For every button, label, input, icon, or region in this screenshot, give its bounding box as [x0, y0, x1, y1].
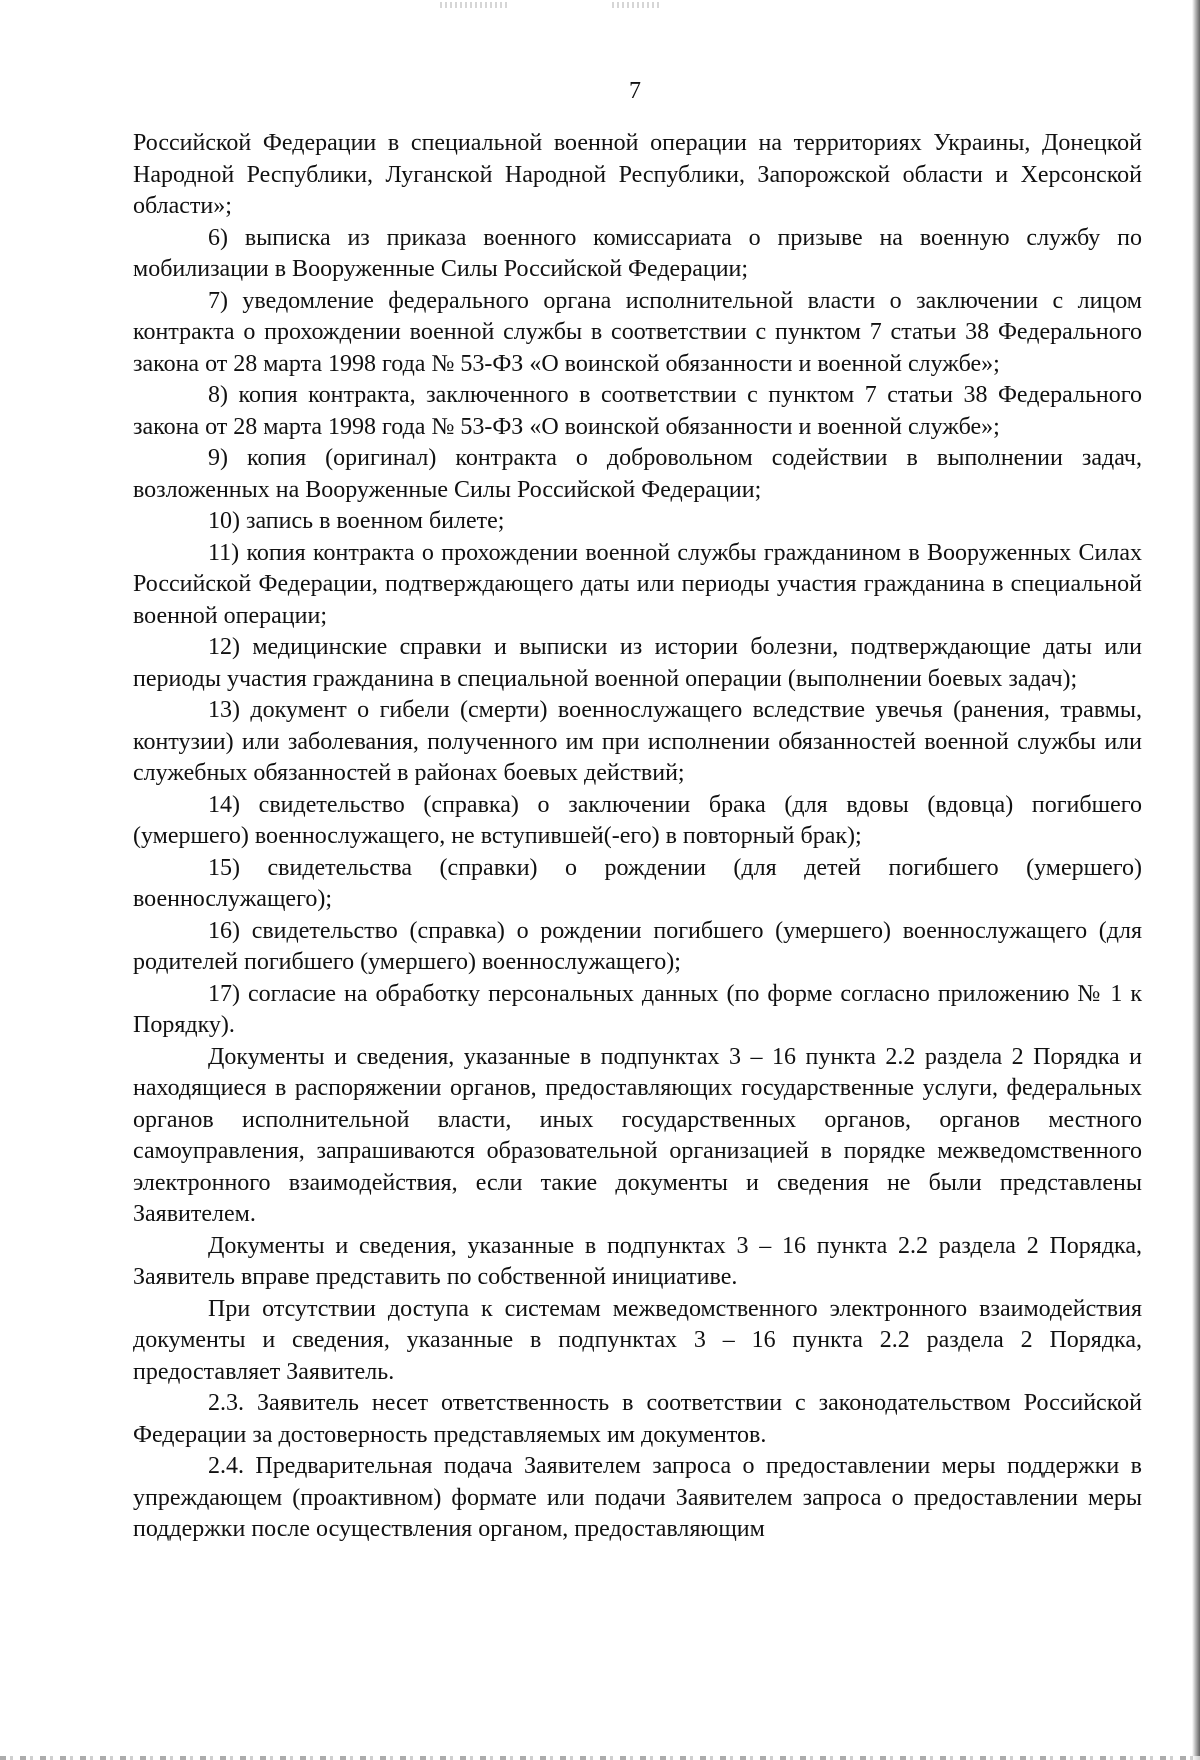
list-item-12: 12) медицинские справки и выписки из истории болезни, подтверждающие даты или периоды участия гражданина в специальной военной операции (выполнении боевых задач);	[133, 634, 1142, 692]
section-2-4: 2.4. Предварительная подача Заявителем запроса о предоставлении меры поддержки в упреждающем (проактивном) формате или подачи Заявителем запроса о предоставлении меры поддержки после осуществления органом, предоставляющим	[133, 1453, 1142, 1542]
list-item-10: 10) запись в военном билете;	[208, 508, 505, 534]
paragraph-own-initiative: Документы и сведения, указанные в подпунктах 3 – 16 пункта 2.2 раздела 2 Порядка, Заявитель вправе представить по собственной инициативе.	[133, 1232, 1142, 1290]
list-item-7: 7) уведомление федерального органа исполнительной власти о заключении с лицом контракта о прохождении военной службы в соответствии с пунктом 7 статьи 38 Федерального закона от 28 марта 1998 года № 53-ФЗ «О воинской обязанности и военной службе»;	[133, 287, 1142, 377]
list-item-14: 14) свидетельство (справка) о заключении брака (для вдовы (вдовца) погибшего (умершего) военнослужащего, не вступившей(-его) в повторный брак);	[133, 791, 1142, 849]
scan-artifact	[612, 2, 660, 8]
paragraph-continuation: Российской Федерации в специальной военной операции на территориях Украины, Донецкой Народной Республики, Луганской Народной Республики, Запорожской области и Херсонской области»;	[133, 130, 1142, 219]
list-item-13: 13) документ о гибели (смерти) военнослужащего вследствие увечья (ранения, травмы, контузии) или заболевания, полученного им при исполнении обязанностей военной службы или служебных обязанностей в районах боевых действий;	[133, 697, 1142, 786]
scan-artifact	[440, 2, 510, 8]
list-item-15: 15) свидетельства (справки) о рождении (для детей погибшего (умершего) военнослужащего);	[133, 854, 1142, 912]
document-body	[133, 128, 1142, 1546]
page-number: 7	[629, 78, 641, 104]
list-item-9: 9) копия (оригинал) контракта о добровольном содействии в выполнении задач, возложенных на Вооруженные Силы Российской Федерации;	[133, 445, 1142, 503]
list-item-6: 6) выписка из приказа военного комиссариата о призыве на военную службу по мобилизации в Вооруженные Силы Российской Федерации;	[133, 224, 1142, 282]
scan-edge-right	[1192, 0, 1200, 1760]
scan-edge-bottom	[0, 1756, 1200, 1760]
section-2-3: 2.3. Заявитель несет ответственность в соответствии с законодательством Российской Федерации за достоверность представляемых им документов.	[133, 1390, 1142, 1448]
list-item-11: 11) копия контракта о прохождении военной службы гражданином в Вооруженных Силах Российской Федерации, подтверждающего даты или периоды участия гражданина в специальной военной операции;	[133, 539, 1142, 629]
list-item-8: 8) копия контракта, заключенного в соответствии с пунктом 7 статьи 38 Федерального закона от 28 марта 1998 года № 53-ФЗ «О воинской обязанности и военной службе»;	[133, 382, 1142, 440]
paragraph-no-access: При отсутствии доступа к системам межведомственного электронного взаимодействия документы и сведения, указанные в подпунктах 3 – 16 пункта 2.2 раздела 2 Порядка, предоставляет Заявитель.	[133, 1295, 1142, 1385]
list-item-17: 17) согласие на обработку персональных данных (по форме согласно приложению № 1 к Порядку).	[133, 980, 1142, 1038]
list-item-16: 16) свидетельство (справка) о рождении погибшего (умершего) военнослужащего (для родителей погибшего (умершего) военнослужащего);	[133, 917, 1142, 975]
paragraph-interagency-request: Документы и сведения, указанные в подпунктах 3 – 16 пункта 2.2 раздела 2 Порядка и находящиеся в распоряжении органов, предоставляющих государственные услуги, федеральных органов исполнительной власти, иных государственных органов, органов местного самоуправления, запрашиваются образовательной организацией в порядке межведомственного электронного взаимодействия, если такие документы и сведения не были представлены Заявителем.	[133, 1043, 1142, 1227]
